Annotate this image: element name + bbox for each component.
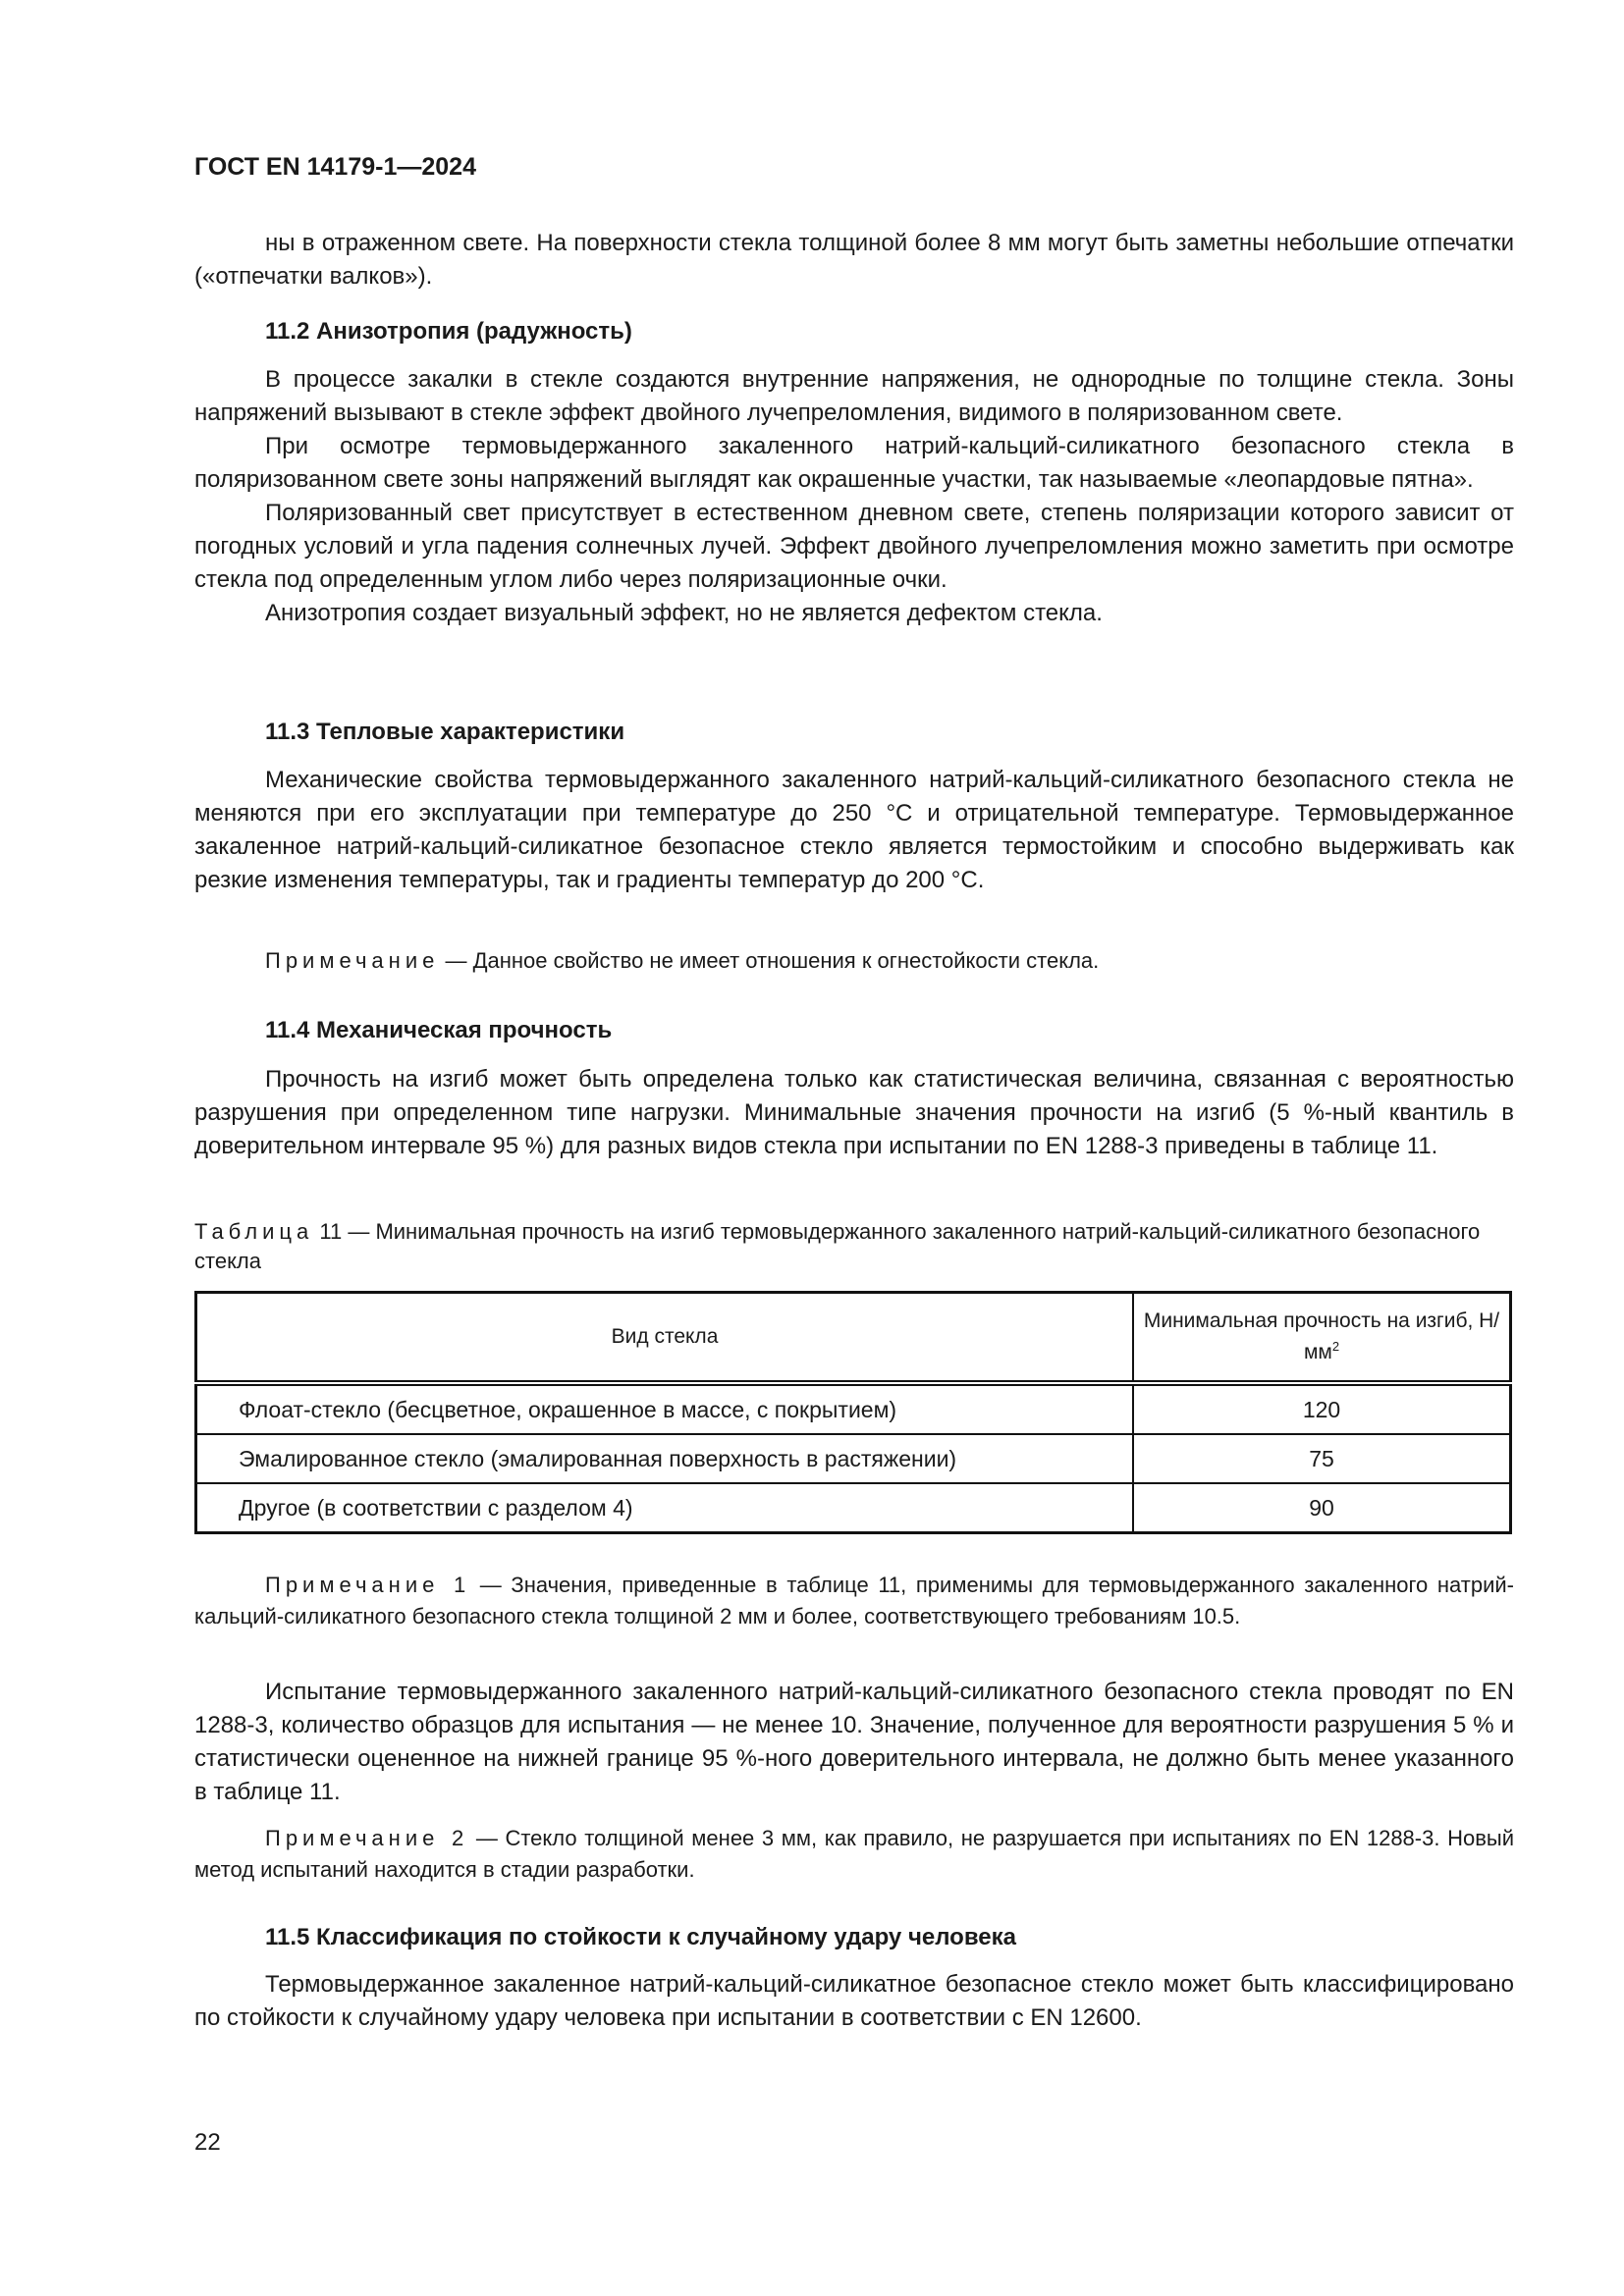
cell-glass-type: Эмалированное стекло (эмалированная поверхность в растяжении) bbox=[196, 1434, 1134, 1483]
paragraph: Испытание термовыдержанного закаленного натрий-кальций-силикатного безопасного стекла проводят по EN 1288-3, количество образцов для испытания — не менее 10. Значение, полученное для вероятности разрушения 5 % и статистически оцененное на нижней границе 95 %-ного доверительного интервала, не должно быть менее указанного в таблице 11. bbox=[194, 1679, 1514, 1805]
section-heading-11-5: 11.5 Классификация по стойкости к случайному удару человека bbox=[265, 1924, 1016, 1950]
note-text: — Значения, приведенные в таблице 11, применимы для термовыдержанного закаленного натрий-кальций-силикатного безопасного стекла толщиной 2 мм и более, соответствующего требованиям 10.5. bbox=[194, 1573, 1514, 1629]
document-header: ГОСТ EN 14179-1—2024 bbox=[194, 153, 476, 181]
note-text: — Данное свойство не имеет отношения к огнестойкости стекла. bbox=[439, 948, 1100, 973]
page-number: 22 bbox=[194, 2129, 221, 2156]
paragraph: Анизотропия создает визуальный эффект, но не является дефектом стекла. bbox=[265, 600, 1103, 626]
section-heading-11-4: 11.4 Механическая прочность bbox=[265, 1017, 613, 1043]
strength-table bbox=[194, 1291, 1512, 1534]
cell-glass-type: Флоат-стекло (бесцветное, окрашенное в массе, с покрытием) bbox=[196, 1383, 1134, 1434]
table-caption bbox=[194, 1217, 1514, 1276]
cell-value: 90 bbox=[1133, 1483, 1511, 1533]
note-label: Примечание 2 bbox=[265, 1826, 469, 1850]
paragraph: Прочность на изгиб может быть определена только как статистическая величина, связанная с вероятностью разрушения при определенном типе нагрузки. Минимальные значения прочности на изгиб (5 %-ный квантиль в доверительном интервале 95 %) для разных видов стекла при испытании по EN 1288-3 приведены в таблице 11. bbox=[194, 1066, 1514, 1159]
note-2 bbox=[194, 1823, 1514, 1886]
table-row bbox=[196, 1434, 1511, 1483]
intro-paragraph: ны в отраженном свете. На поверхности стекла толщиной более 8 мм могут быть заметны небольшие отпечатки («отпечатки валков»). bbox=[194, 230, 1514, 290]
header-text: Минимальная прочность на изгиб, Н/мм bbox=[1143, 1309, 1500, 1363]
cell-value: 75 bbox=[1133, 1434, 1511, 1483]
column-header-min-strength bbox=[1133, 1293, 1511, 1384]
paragraph: Поляризованный свет присутствует в естественном дневном свете, степень поляризации которого зависит от погодных условий и угла падения солнечных лучей. Эффект двойного лучепреломления можно заметить при осмотре стекла под определенным углом либо через поляризационные очки. bbox=[194, 500, 1514, 593]
section-heading-11-3: 11.3 Тепловые характеристики bbox=[265, 719, 625, 745]
note-label: Примечание bbox=[265, 948, 440, 973]
superscript: 2 bbox=[1331, 1339, 1340, 1354]
section-heading-11-2: 11.2 Анизотропия (радужность) bbox=[265, 318, 632, 345]
note-1 bbox=[194, 1570, 1514, 1632]
paragraph: Механические свойства термовыдержанного закаленного натрий-кальций-силикатного безопасного стекла не меняются при его эксплуатации при температуре до 250 °С и отрицательной температуре. Термовыдержанное закаленное натрий-кальций-силикатное безопасное стекло является термостойким и способно выдерживать как резкие изменения температуры, так и градиенты температур до 200 °С. bbox=[194, 767, 1514, 893]
table-row bbox=[196, 1383, 1511, 1434]
note-label: Примечание 1 bbox=[265, 1573, 471, 1597]
paragraph: В процессе закалки в стекле создаются внутренние напряжения, не однородные по толщине стекла. Зоны напряжений вызывают в стекле эффект двойного лучепреломления, видимого в поляризованном свете. bbox=[194, 366, 1514, 426]
note bbox=[194, 945, 1514, 977]
table-header-row bbox=[196, 1293, 1511, 1384]
table-caption-text: 11 — Минимальная прочность на изгиб термовыдержанного закаленного натрий-кальций-силикатного безопасного стекла bbox=[194, 1219, 1481, 1273]
note-text: — Стекло толщиной менее 3 мм, как правило, не разрушается при испытаниях по EN 1288-3. Новый метод испытаний находится в стадии разработки. bbox=[194, 1826, 1515, 1882]
cell-glass-type: Другое (в соответствии с разделом 4) bbox=[196, 1483, 1134, 1533]
table-caption-label: Таблица bbox=[194, 1219, 314, 1244]
table-row bbox=[196, 1483, 1511, 1533]
column-header-glass-type: Вид стекла bbox=[196, 1293, 1134, 1384]
paragraph: Термовыдержанное закаленное натрий-кальций-силикатное безопасное стекло может быть классифицировано по стойкости к случайному удару человека при испытании в соответствии с EN 12600. bbox=[194, 1971, 1514, 2031]
section-11-2-body bbox=[194, 363, 1514, 630]
paragraph: При осмотре термовыдержанного закаленного натрий-кальций-силикатного безопасного стекла в поляризованном свете зоны напряжений выглядят как окрашенные участки, так называемые «леопардовые пятна». bbox=[194, 433, 1514, 493]
cell-value: 120 bbox=[1133, 1383, 1511, 1434]
